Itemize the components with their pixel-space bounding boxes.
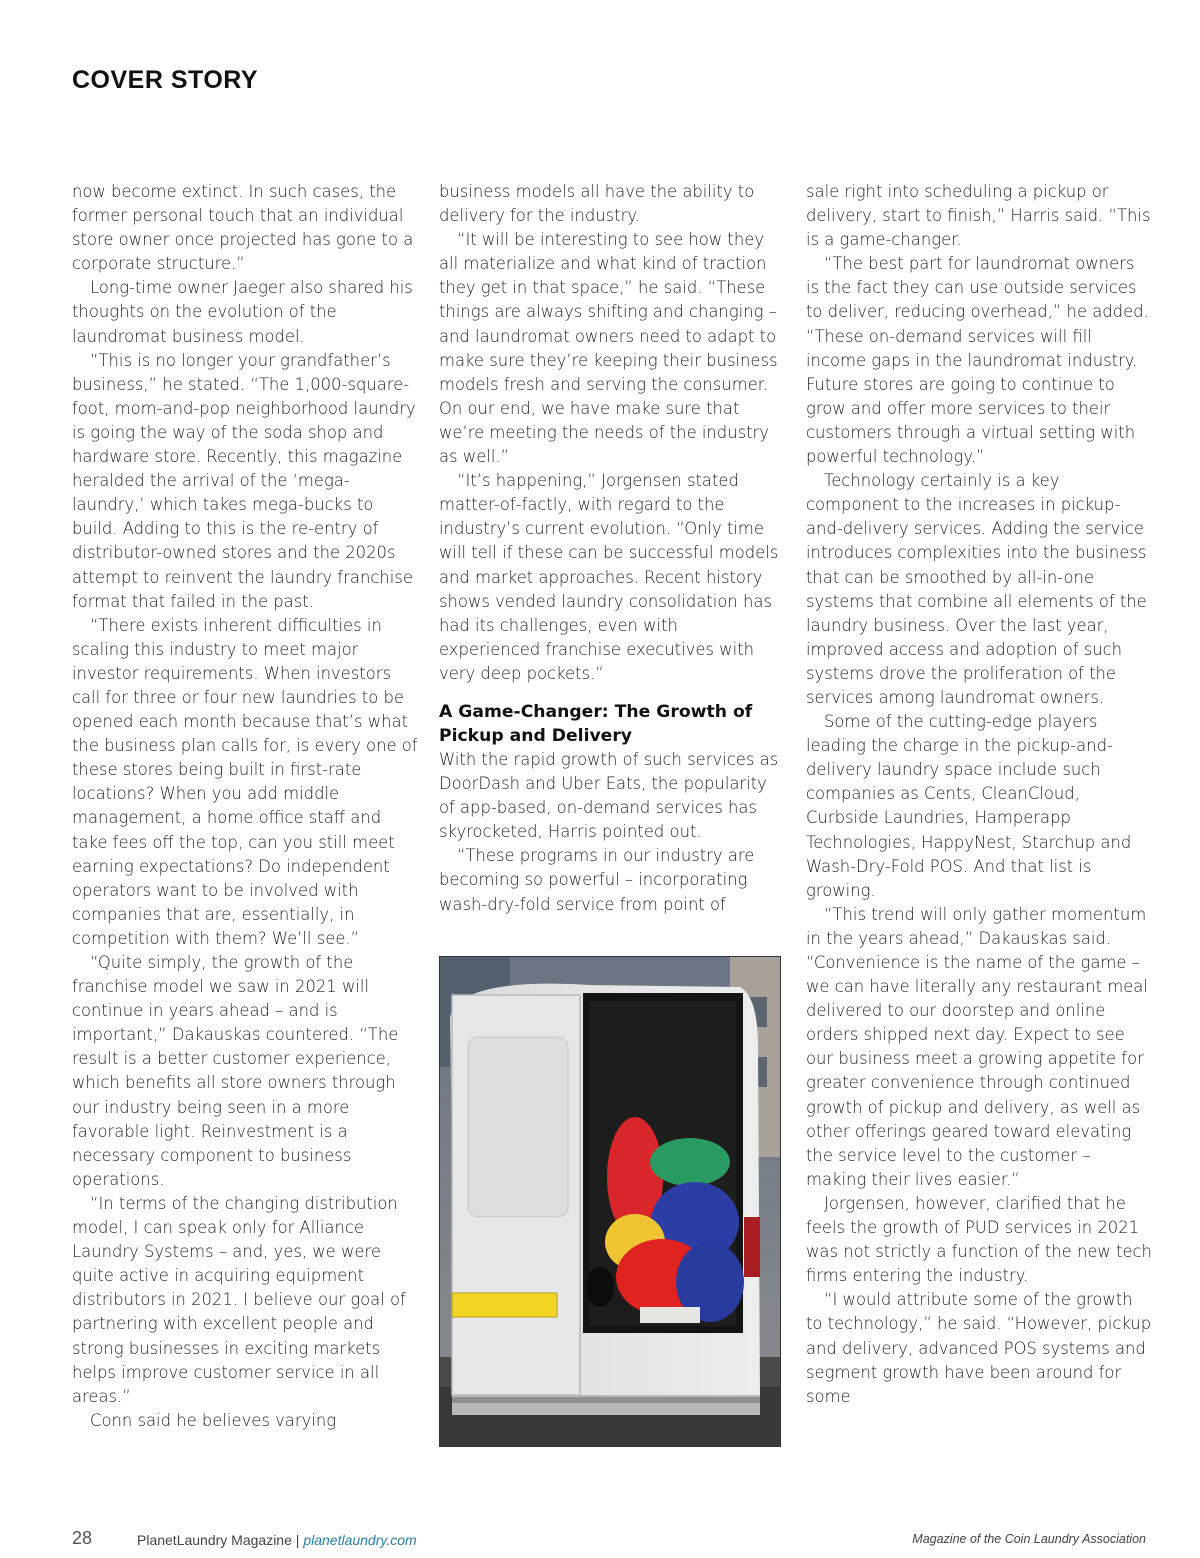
paragraph: Technology certainly is a key component to the increases in pickup-and-delivery services. Adding the service introduces complexities into the business that can be smoothed by all-in-one systems that combine all elements of the laundry business. Over the last year, improved access and adoption of such systems drove the proliferation of the services among laundromat owners. — [806, 471, 1147, 707]
article-column-2 — [439, 180, 784, 917]
footer-association: Magazine of the Coin Laundry Association — [912, 1532, 1146, 1546]
paragraph: Jorgensen, however, clarified that he feels the growth of PUD services in 2021 was not strictly a function of the new tech firms entering the industry. — [806, 1193, 1152, 1286]
paragraph: “This trend will only gather momentum in the years ahead,” Dakauskas said. “Convenience is the name of the game – we can have literally any restaurant meal delivered to our doorstep and online orders shipped next day. Expect to see our business meet a growing appetite for greater convenience through continued growth of pickup and delivery, as well as other offerings geared toward elevating the service level to the customer – making their lives easier.” — [806, 904, 1148, 1189]
paragraph: “In terms of the changing distribution model, I can speak only for Alliance Laundry Systems – and, yes, we were quite active in acquiring equipment distributors in 2021. I believe our goal of partnering with excellent people and strong businesses in exciting markets helps improve customer service in all areas.” — [72, 1193, 406, 1406]
paragraph: “I would attribute some of the growth to technology,” he said. “However, pickup and delivery, advanced POS systems and segment growth have been around for some — [806, 1290, 1152, 1406]
footer-separator: | — [295, 1532, 300, 1548]
section-heading: A Game-Changer: The Growth of Pickup and Delivery — [439, 701, 753, 746]
paragraph: sale right into scheduling a pickup or delivery, start to finish,” Harris said. “This is a game-changer. — [806, 182, 1151, 250]
article-column-3 — [806, 180, 1152, 1409]
page-number: 28 — [72, 1528, 93, 1548]
delivery-van-photo — [439, 956, 781, 1447]
paragraph: “These programs in our industry are becoming so powerful – incorporating wash-dry-fold service from point of — [439, 846, 755, 914]
footer-magazine — [137, 1532, 417, 1548]
paragraph: Some of the cutting-edge players leading the charge in the pickup-and-delivery laundry space include such companies as Cents, CleanCloud, Curbside Laundries, Hamperapp Technologies, HappyNest, Starchup and Wash-Dry-Fold POS. And that list is growing. — [806, 712, 1132, 900]
paragraph: “This is no longer your grandfather’s business,” he stated. “The 1,000-square-foot, mom-and-pop neighborhood laundry is going the way of the soda shop and hardware store. Recently, this magazine heralded the arrival of the ‘mega-laundry,’ which takes mega-bucks to build. Adding to this is the re-entry of distributor-owned stores and the 2020s attempt to reinvent the laundry franchise format that failed in the past. — [72, 350, 416, 611]
van-illustration — [440, 957, 780, 1446]
paragraph: now become extinct. In such cases, the former personal touch that an individual store owner once projected has gone to a corporate structure.” — [72, 182, 414, 274]
paragraph: Long-time owner Jaeger also shared his thoughts on the evolution of the laundromat business model. — [72, 278, 413, 346]
paragraph: Conn said he believes varying — [90, 1410, 337, 1430]
paragraph: “There exists inherent difficulties in scaling this industry to meet major investor requirements. When investors call for three or four new laundries to be opened each month because that’s what the business plan calls for, is every one of these stores being built in first-rate locations? When you add middle management, a home office staff and take fees off the top, can you still meet earning expectations? Do independent operators want to be involved with companies that are, essentially, in competition with them? We’ll see.” — [72, 615, 418, 948]
magazine-url-link[interactable]: planetlaundry.com — [303, 1532, 417, 1548]
paragraph: “Quite simply, the growth of the franchise model we saw in 2021 will continue in years ahead – and is important,” Dakauskas countered. “The result is a better customer experience, which benefits all store owners through our industry being seen in a more favorable light. Reinvestment is a necessary component to business operations. — [72, 953, 399, 1189]
article-column-1 — [72, 180, 418, 1433]
paragraph: “The best part for laundromat owners is the fact they can use outside services to deliver, reducing overhead,” he added. “These on-demand services will fill income gaps in the laundromat industry. Future stores are going to continue to grow and offer more services to their customers through a virtual setting with powerful technology.” — [806, 254, 1149, 467]
section-label: COVER STORY — [72, 66, 259, 94]
paragraph: “It will be interesting to see how they all materialize and what kind of traction they get in that space,” he said. “These things are always shifting and changing – and laundromat owners need to adapt to make sure they’re keeping their business models fresh and serving the consumer. On our end, we have make sure that we’re meeting the needs of the industry as well.” — [439, 230, 778, 467]
magazine-name: PlanetLaundry Magazine — [137, 1532, 292, 1548]
paragraph: With the rapid growth of such services as DoorDash and Uber Eats, the popularity of app-based, on-demand services has skyrocketed, Harris pointed out. — [439, 749, 779, 842]
paragraph: “It’s happening,” Jorgensen stated matter-of-factly, with regard to the industry’s current evolution. “Only time will tell if these can be successful models and market approaches. Recent history shows vended laundry consolidation has had its challenges, even with experienced franchise executives with very deep pockets.” — [439, 471, 779, 683]
paragraph: business models all have the ability to delivery for the industry. — [439, 182, 755, 226]
